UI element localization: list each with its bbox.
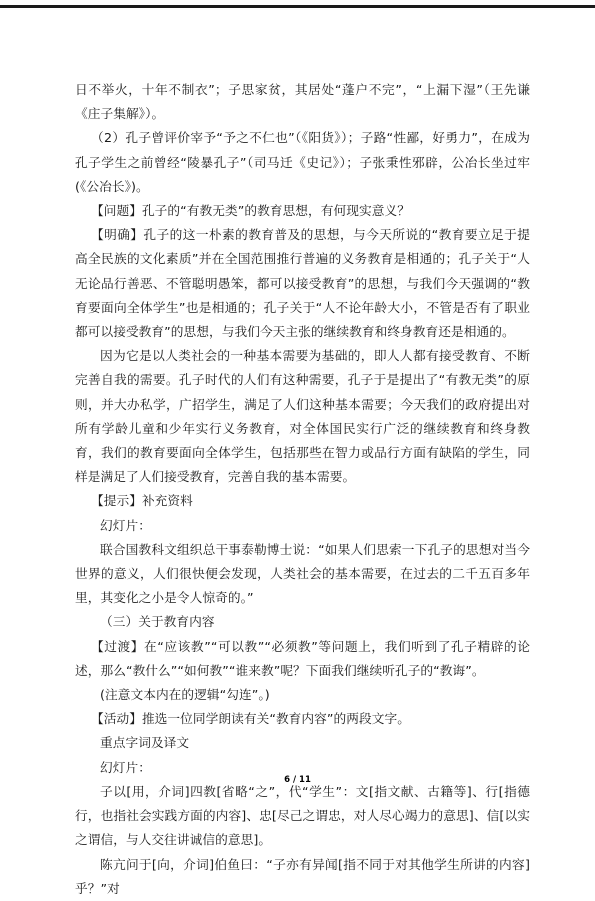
paragraph-vocab-heading: 重点字词及译文 — [100, 735, 190, 751]
section-heading-teaching-content: （三）关于教育内容 — [100, 614, 215, 630]
page-top-rule — [0, 5, 595, 8]
paragraph-slide-label: 幻灯片： — [100, 517, 151, 533]
paragraph-transition: 【过渡】在“应该教”“可以教”“必须教”等问题上，我们听到了孔子精辟的论述，那么“教什么”“如何教”“谁来教”呢？下面我们继续听孔子的“教诲”。 — [75, 638, 530, 678]
paragraph-reason: 因为它是以人类社会的一种基本需要为基础的，即人人都有接受教育、不断完善自我的需要。孔子时代的人们有这种需要，孔子于是提出了“有教无类”的原则，并大办私学，广招学生，满足了人们这种基本需要；今天我们的政府提出对所有学龄儿童和少年实行义务教育，对全体国民实行广泛的继续教育和终身教育，我们的教育要面向全体学生，包括那些在智力或品行方面有缺陷的学生，同样是满足了人们接受教育，完善自我的基本需要。 — [75, 348, 530, 485]
page-number: 6 / 11 — [284, 775, 311, 785]
paragraph-chen-kang: 陈亢问于[向，介词]伯鱼曰：“子亦有异闻[指不同于对其他学生所讲的内容]乎？”对 — [75, 856, 530, 896]
paragraph-clarification: 【明确】孔子的这一朴素的教育普及的思想，与今天所说的“教育要立足于提高全民族的文化素质”并在全国范围推行普遍的义务教育是相通的；孔子关于“人无论品行善恶、不管聪明愚笨，都可以接受教育”的思想，与我们今天强调的“教育要面向全体学生”也是相通的；孔子关于“人不论年龄大小，不管是否有了职业都可以接受教育”的思想，与我们今天主张的继续教育和终身教育还是相通的。 — [75, 227, 530, 340]
paragraph-note: (注意文本内在的逻辑“勾连”。) — [100, 687, 270, 703]
paragraph-slide-label-2: 幻灯片： — [100, 759, 151, 775]
paragraph-question: 【问题】孔子的“有教无类”的教育思想，有何现实意义？ — [91, 203, 410, 219]
paragraph-hint: 【提示】补充资料 — [91, 493, 193, 509]
paragraph-quote: 联合国教科文组织总干事泰勒博士说：“如果人们思索一下孔子的思想对当今世界的意义，人们很快便会发现，人类社会的基本需要，在过去的二千五百多年里，其变化之小是令人惊奇的。” — [75, 541, 530, 606]
paragraph-example-2: （2）孔子曾评价宰予“予之不仁也”（《阳货》）；子路“性鄙，好勇力”，在成为孔子学生之前曾经“陵暴孔子”（司马迁《史记》）；子张秉性邪辟，公冶长坐过牢(《公冶长》)。 — [75, 130, 530, 194]
paragraph-four-teachings: 子以[用，介词]四教[省略“之”，代“学生”：文[指文献、古籍等]、行[指德行，也指社会实践方面的内容]、忠[尽己之谓忠，对人尽心竭力的意思]、信[以实之谓信，与人交往讲诚信的意思]。 — [75, 783, 530, 848]
paragraph-continuation: 日不举火，十年不制衣”；子思家贫，其居处“蓬户不完”，“上漏下湿”（王先谦《庄子集解》）。 — [75, 82, 530, 122]
paragraph-activity: 【活动】推选一位同学朗读有关“教育内容”的两段文字。 — [91, 711, 410, 727]
